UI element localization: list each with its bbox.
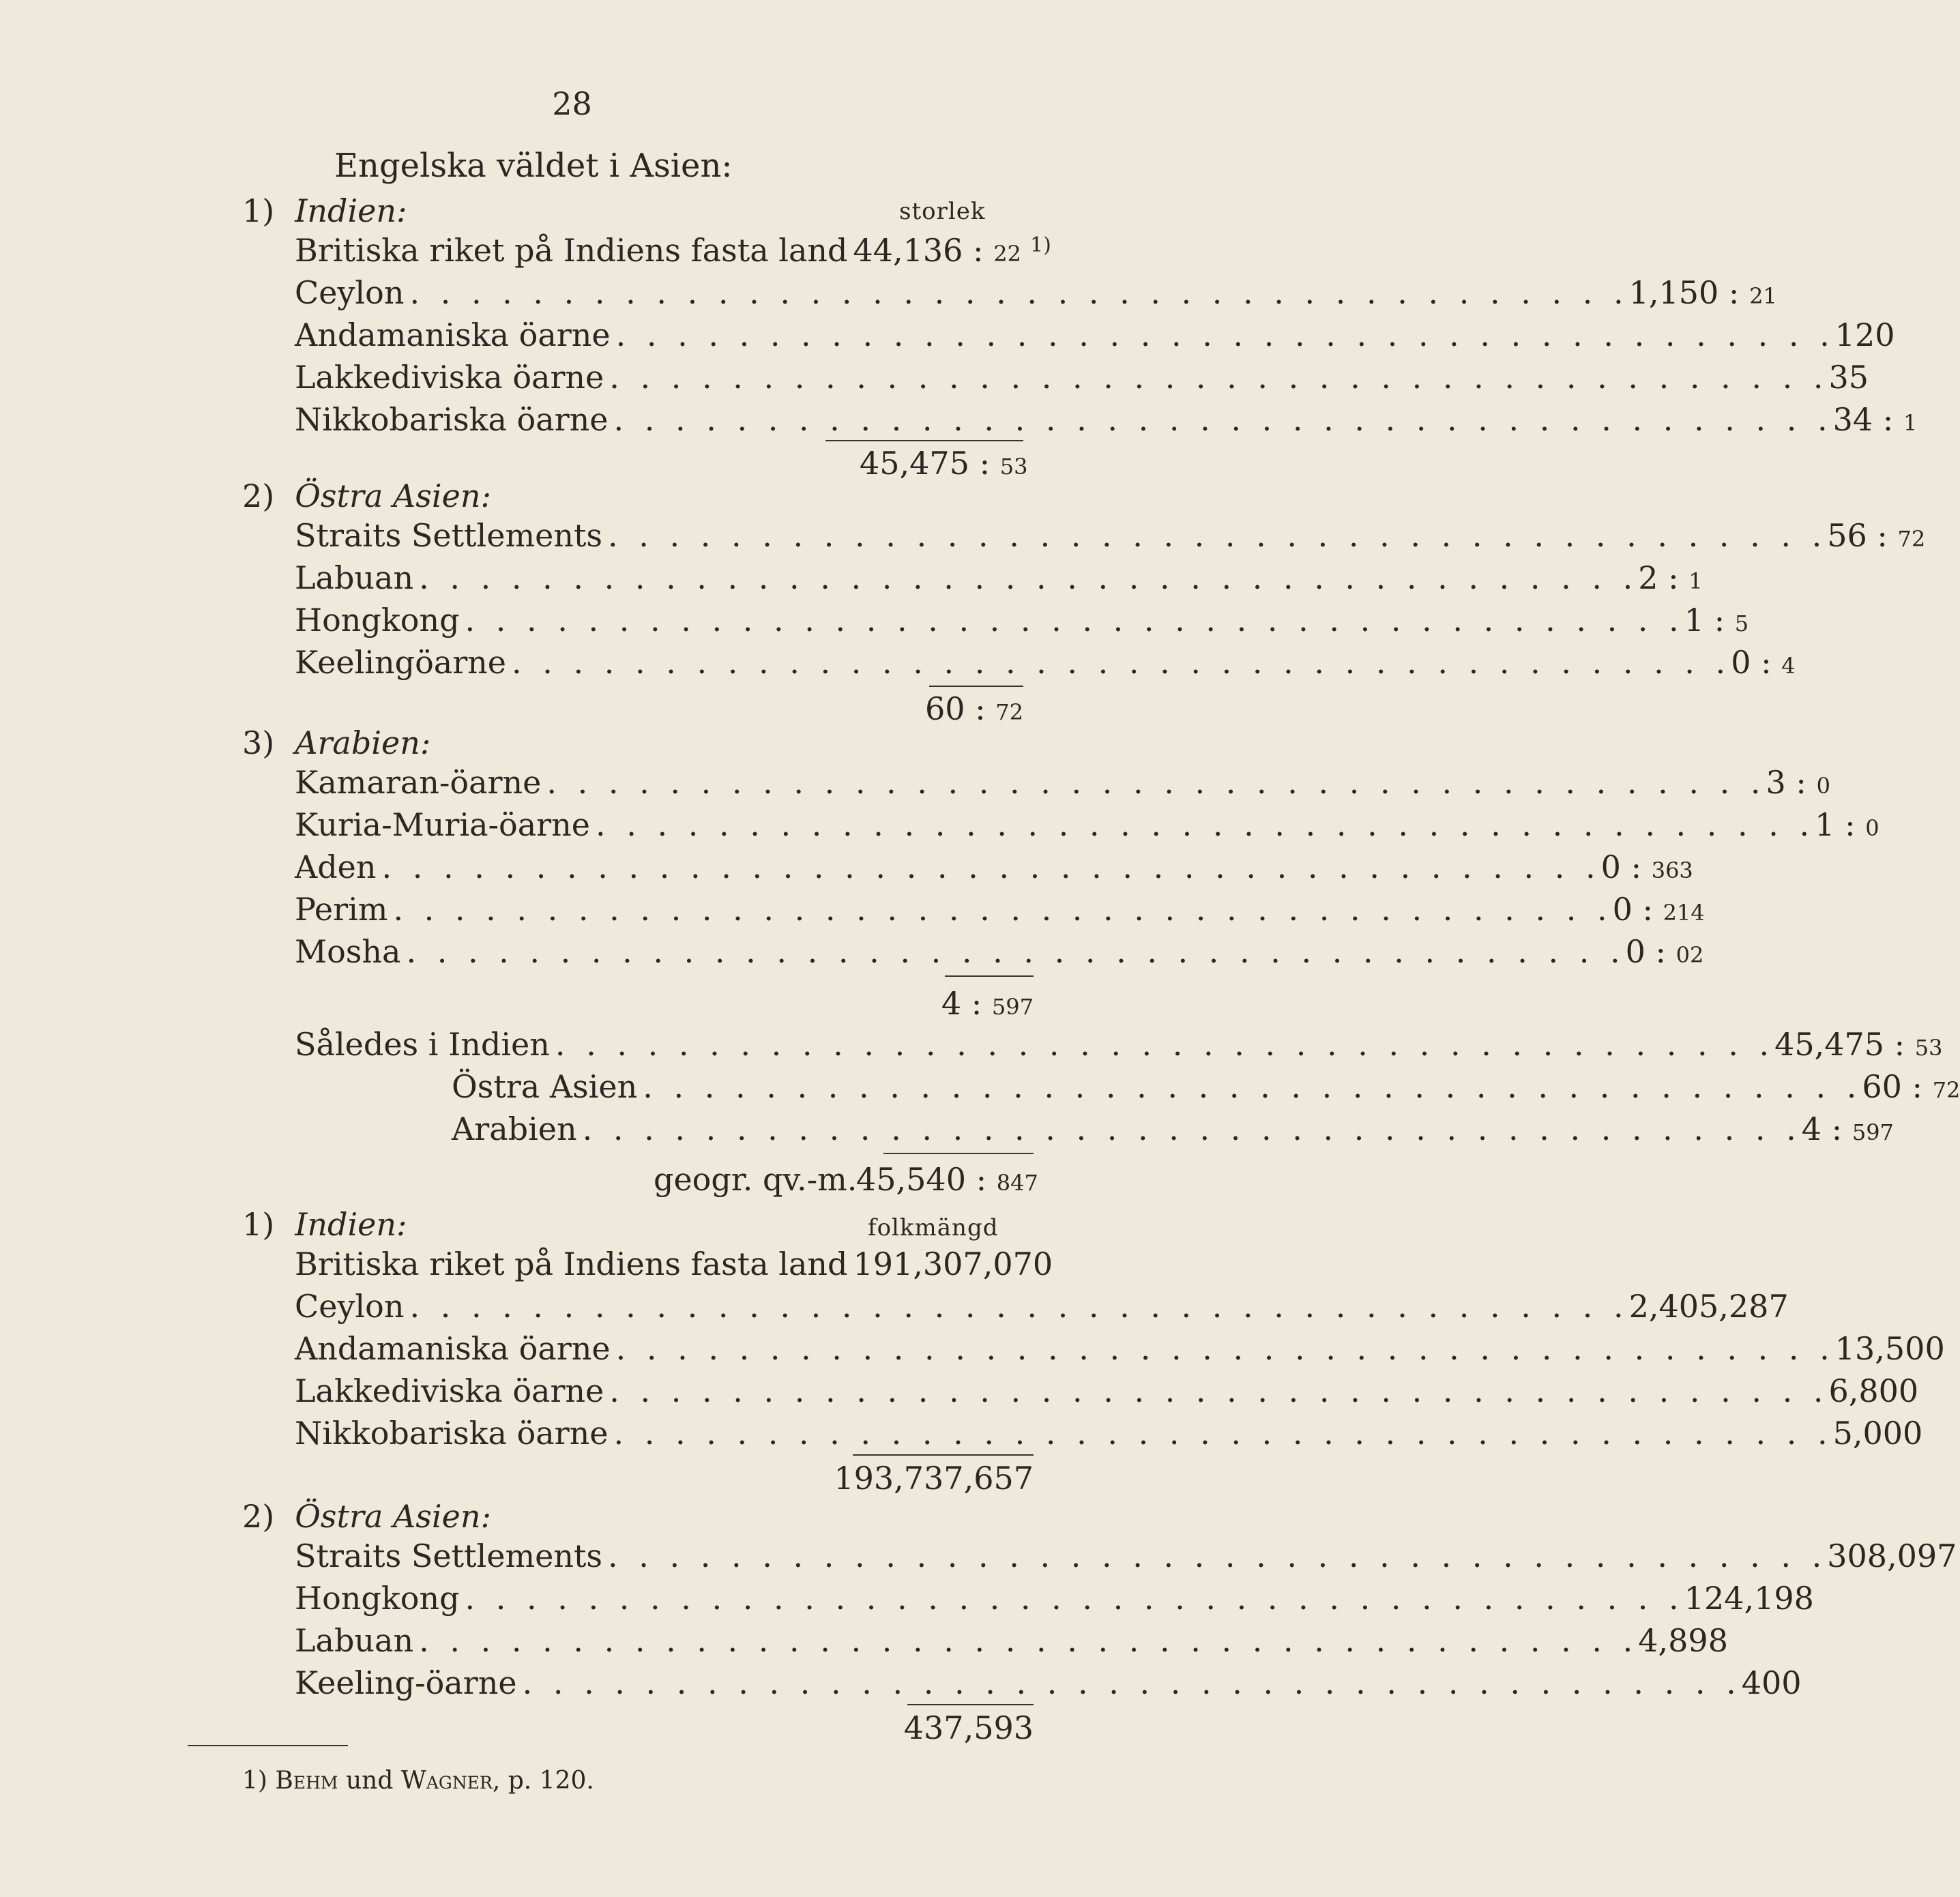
area-section-ostra-asien: 2) Östra Asien: xyxy=(242,477,491,514)
area-row: Straits Settlements . . . . . . . . . . . . . . . . . . . . . . . . . . . . . . . . . . . . . . . . 56 : 72 xyxy=(295,517,1926,554)
area-grand-total: 45,540 : 847 xyxy=(856,1161,1038,1198)
area-row: Kamaran-öarne . . . . . . . . . . . . . . . . . . . . . . . . . . . . . . . . . . . . . . . . 3 : 0 xyxy=(295,764,1830,801)
area-subtotal: 60 : 72 xyxy=(924,690,1023,727)
pop-row: Nikkobariska öarne . . . . . . . . . . . . . . . . . . . . . . . . . . . . . . . . . . . . . . . . 5,000 xyxy=(295,1415,1923,1452)
area-row: Hongkong . . . . . . . . . . . . . . . . . . . . . . . . . . . . . . . . . . . . . . . . 1 : 5 xyxy=(295,602,1749,638)
pop-row: Britiska riket på Indiens fasta land 191,307,070 xyxy=(295,1246,1053,1282)
area-row: Britiska riket på Indiens fasta land 44,136 : 22 xyxy=(295,232,1021,269)
sum-rule xyxy=(929,686,1023,687)
area-row: Mosha . . . . . . . . . . . . . . . . . . . . . . . . . . . . . . . . . . . . . . . . 0 : 02 xyxy=(295,933,1704,970)
area-row: Kuria-Muria-öarne . . . . . . . . . . . . . . . . . . . . . . . . . . . . . . . . . . . . . . . . 1 : 0 xyxy=(295,806,1879,843)
pop-row: Andamaniska öarne . . . . . . . . . . . . . . . . . . . . . . . . . . . . . . . . . . . . . . . . 13,500 xyxy=(295,1330,1945,1367)
area-section-indien xyxy=(242,192,407,229)
area-subtotal: 4 : 597 xyxy=(941,985,1034,1022)
summary-row: Östra Asien . . . . . . . . . . . . . . . . . . . . . . . . . . . . . . . . . . . . . . . . 60 : 72 xyxy=(452,1068,1960,1105)
summary-row: Arabien . . . . . . . . . . . . . . . . . . . . . . . . . . . . . . . . . . . . . . . . 4 : 597 xyxy=(452,1111,1894,1147)
section-name: Indien: xyxy=(295,192,407,229)
sum-rule xyxy=(853,1454,1034,1456)
area-row: Ceylon . . . . . . . . . . . . . . . . . . . . . . . . . . . . . . . . . . . . . . . . 1,150 : 21 xyxy=(295,274,1777,311)
area-section-arabien: 3) Arabien: xyxy=(242,724,431,761)
pop-section-indien: 1) Indien: xyxy=(242,1206,407,1243)
footnote-rule xyxy=(188,1745,348,1746)
sum-rule xyxy=(825,440,1023,441)
area-row: Nikkobariska öarne . . . . . . . . . . . . . . . . . . . . . . . . . . . . . . . . . . . . . . . . 34 : 1 xyxy=(295,401,1918,438)
footnote: 1) Behm und Wagner, p. 120. xyxy=(242,1767,594,1795)
pop-row: Lakkediviska öarne . . . . . . . . . . . . . . . . . . . . . . . . . . . . . . . . . . . . . . . . 6,800 xyxy=(295,1372,1919,1409)
area-subtotal: 45,475 : 53 xyxy=(860,445,1028,482)
section-number: 1) xyxy=(242,192,275,229)
pop-row: Ceylon . . . . . . . . . . . . . . . . . . . . . . . . . . . . . . . . . . . . . . . . 2,405,287 xyxy=(295,1288,1789,1325)
area-row: Keelingöarne . . . . . . . . . . . . . . . . . . . . . . . . . . . . . . . . . . . . . . . . 0 : 4 xyxy=(295,644,1796,681)
pop-row: Straits Settlements . . . . . . . . . . . . . . . . . . . . . . . . . . . . . . . . . . . . . . . . 308,097 xyxy=(295,1538,1957,1574)
area-row: Labuan . . . . . . . . . . . . . . . . . . . . . . . . . . . . . . . . . . . . . . . . 2 : 1 xyxy=(295,559,1703,596)
pop-row: Keeling-öarne . . . . . . . . . . . . . . . . . . . . . . . . . . . . . . . . . . . . . . . . 400 xyxy=(295,1664,1802,1701)
pop-row: Hongkong . . . . . . . . . . . . . . . . . . . . . . . . . . . . . . . . . . . . . . . . 124,198 xyxy=(295,1580,1814,1617)
grand-total-label: geogr. qv.-m. xyxy=(654,1161,858,1198)
area-row: Aden . . . . . . . . . . . . . . . . . . . . . . . . . . . . . . . . . . . . . . . . 0 : 363 xyxy=(295,849,1693,885)
pop-subtotal: 193,737,657 xyxy=(834,1460,1034,1497)
page-number: 28 xyxy=(552,85,592,122)
pop-section-ostra-asien: 2) Östra Asien: xyxy=(242,1498,491,1535)
sum-rule xyxy=(945,975,1034,977)
area-row: Andamaniska öarne . . . . . . . . . . . . . . . . . . . . . . . . . . . . . . . . . . . . . . . . 120 xyxy=(295,317,1895,353)
summary-row: Således i Indien . . . . . . . . . . . . . . . . . . . . . . . . . . . . . . . . . . . . . . . . 45,475 : 53 xyxy=(295,1026,1943,1063)
area-row: Perim . . . . . . . . . . . . . . . . . . . . . . . . . . . . . . . . . . . . . . . . 0 : 214 xyxy=(295,891,1705,928)
sum-rule xyxy=(907,1704,1034,1705)
population-column-header: folkmängd xyxy=(868,1214,999,1241)
page-title: Engelska väldet i Asien: xyxy=(334,147,733,185)
pop-subtotal: 437,593 xyxy=(903,1709,1034,1746)
pop-row: Labuan . . . . . . . . . . . . . . . . . . . . . . . . . . . . . . . . . . . . . . . . 4,898 xyxy=(295,1622,1728,1659)
footnote-mark: 1) xyxy=(1030,233,1051,257)
area-column-header: storlek xyxy=(899,198,986,225)
sum-rule xyxy=(883,1153,1034,1154)
area-row: Lakkediviska öarne . . . . . . . . . . . . . . . . . . . . . . . . . . . . . . . . . . . . . . . . 35 xyxy=(295,359,1869,396)
